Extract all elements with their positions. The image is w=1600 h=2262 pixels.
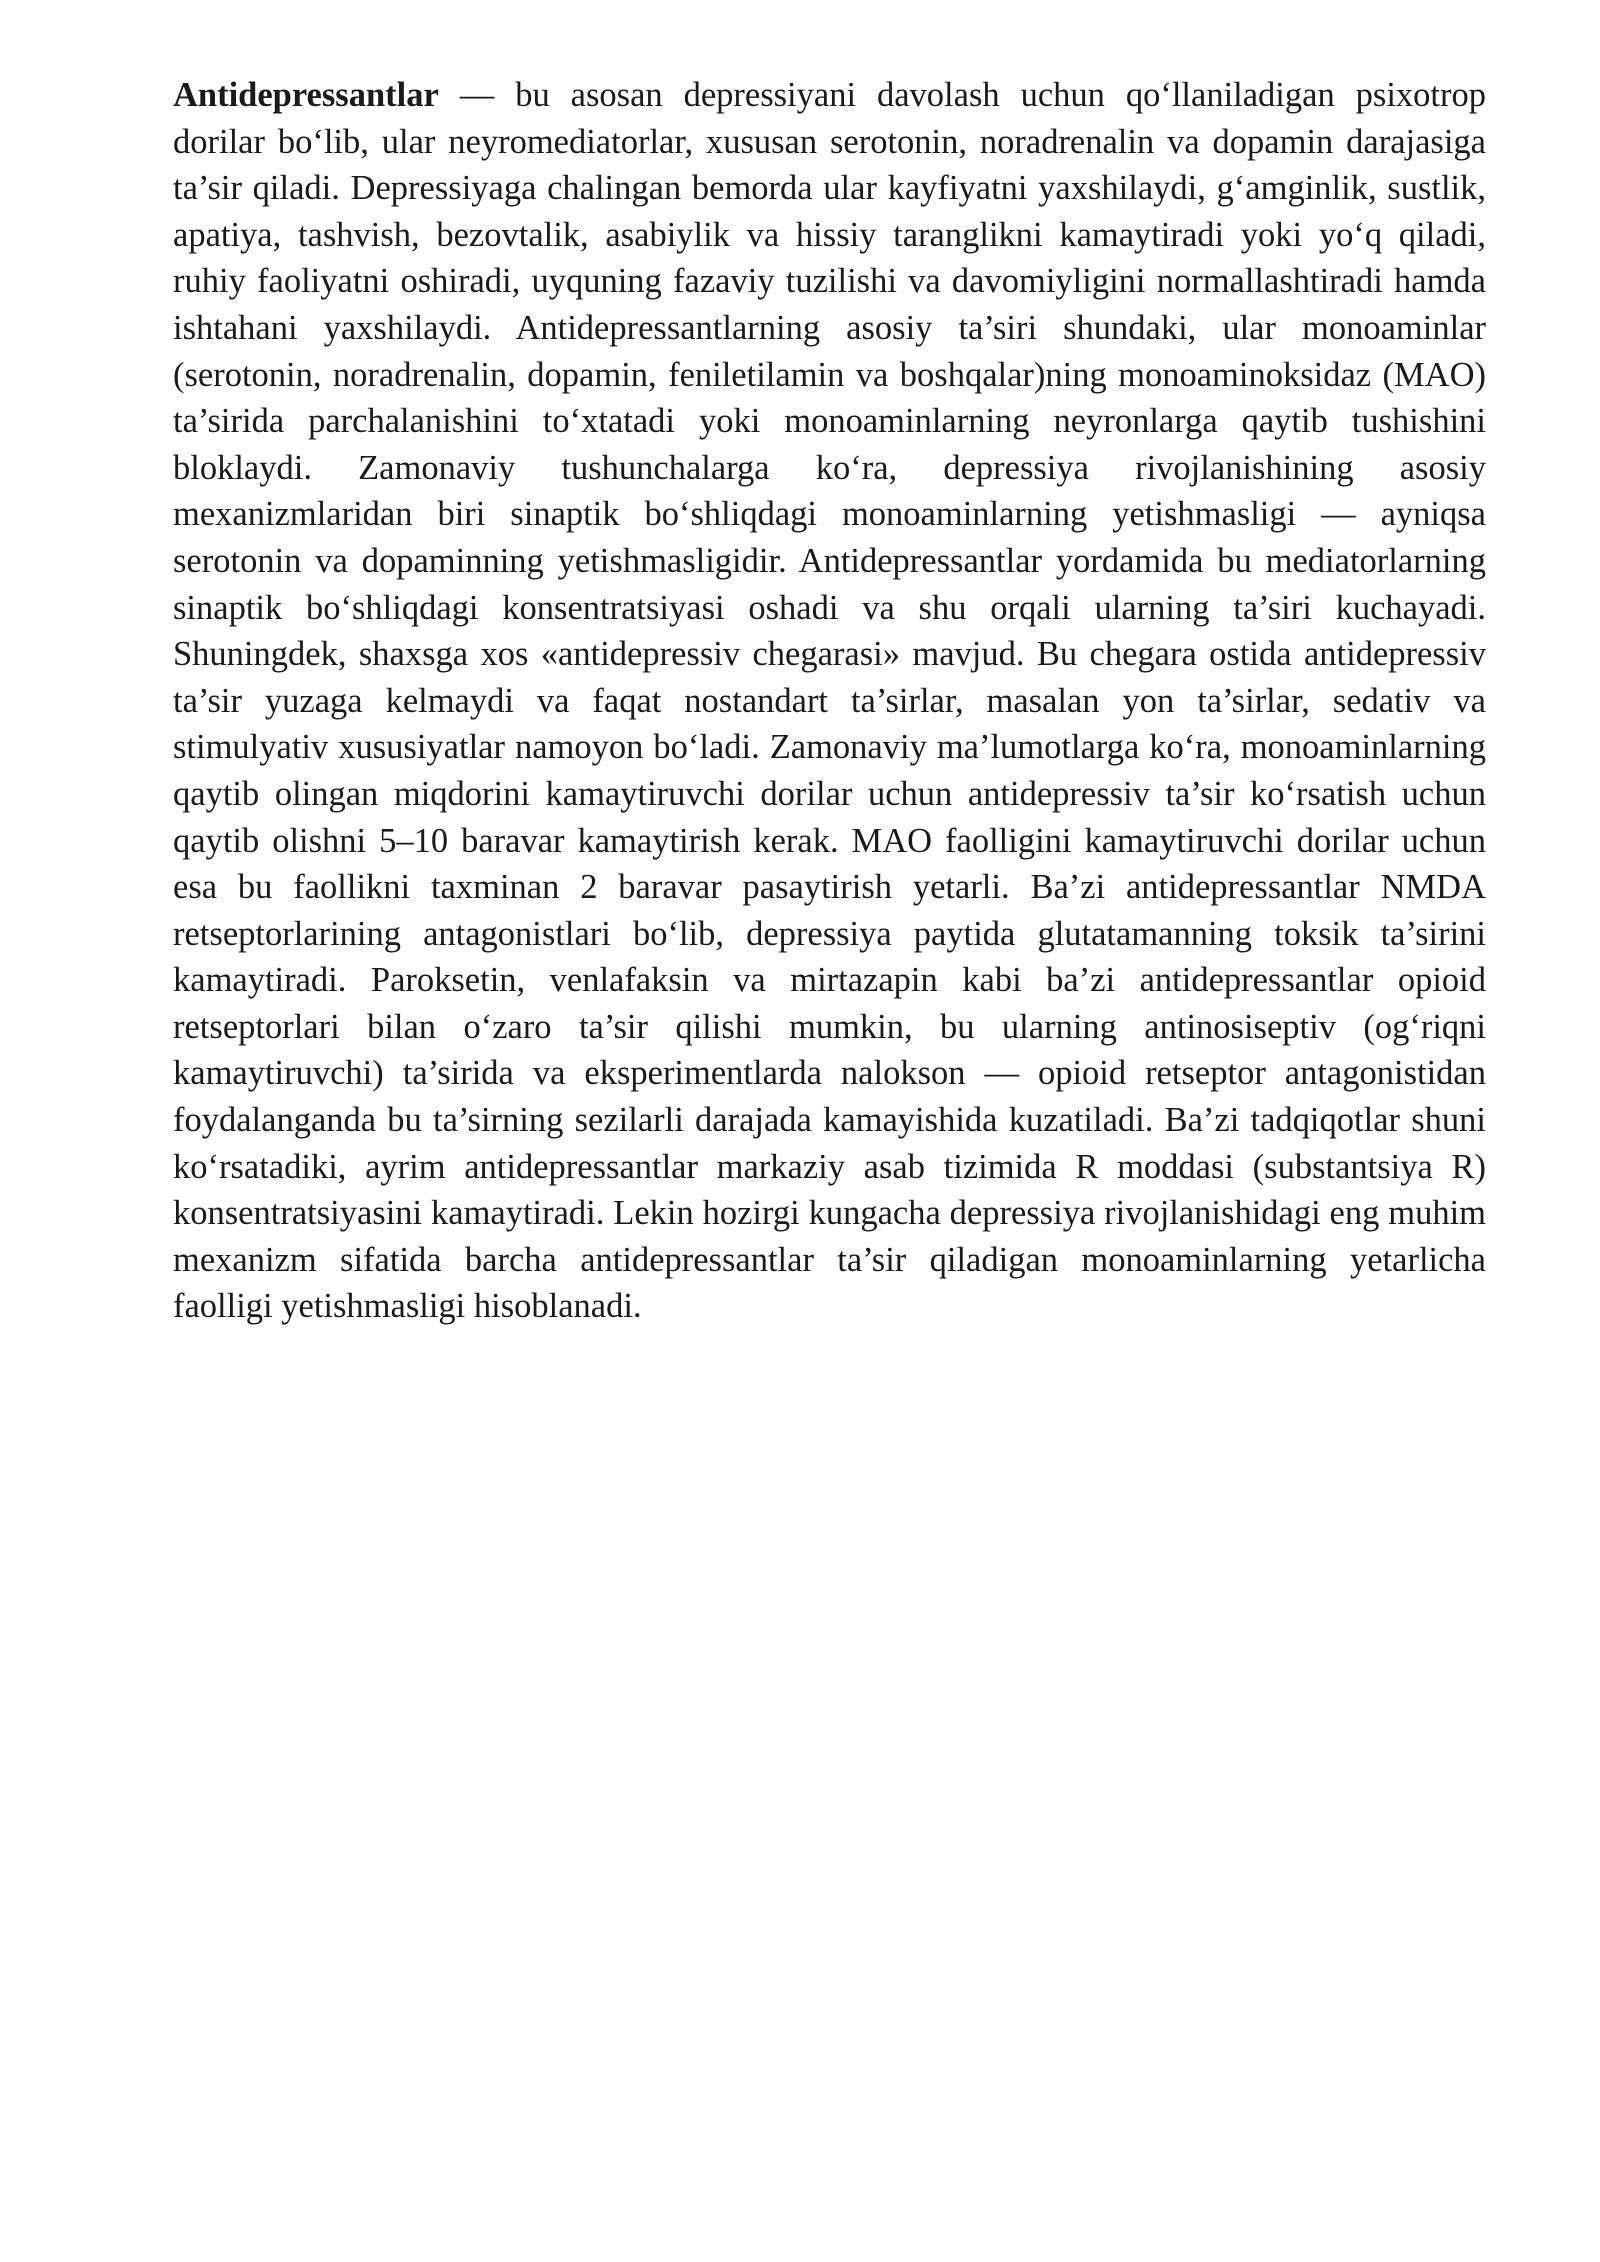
document-body bbox=[173, 72, 1486, 1330]
paragraph-text: — bu asosan depressiyani davolash uchun qo‘llaniladigan psixotrop dorilar bo‘lib, ular neyromediatorlar, xususan serotonin, noradrenalin va dopamin darajasiga ta’sir qiladi. Depressiyaga chalingan bemorda ular kayfiyatni yaxshilaydi, g‘amginlik, sustlik, apatiya, tashvish, bezovtalik, asabiylik va hissiy taranglikni kamaytiradi yoki yo‘q qiladi, ruhiy faoliyatni oshiradi, uyquning fazaviy tuzilishi va davomiyligini normallashtiradi hamda ishtahani yaxshilaydi. Antidepressantlarning asosiy ta’siri shundaki, ular monoaminlar (serotonin, noradrenalin, dopamin, feniletilamin va boshqalar)ning monoaminoksidaz (MAO) ta’sirida parchalanishini to‘xtatadi yoki monoaminlarning neyronlarga qaytib tushishini bloklaydi. Zamonaviy tushunchalarga ko‘ra, depressiya rivojlanishining asosiy mexanizmlaridan biri sinaptik bo‘shliqdagi monoaminlarning yetishmasligi — ayniqsa serotonin va dopaminning yetishmasligidir. Antidepressantlar yordamida bu mediatorlarning sinaptik bo‘shliqdagi konsentratsiyasi oshadi va shu orqali ularning ta’siri kuchayadi. Shuningdek, shaxsga xos «antidepressiv chegarasi» mavjud. Bu chegara ostida antidepressiv ta’sir yuzaga kelmaydi va faqat nostandart ta’sirlar, masalan yon ta’sirlar, sedativ va stimulyativ xususiyatlar namoyon bo‘ladi. Zamonaviy ma’lumotlarga ko‘ra, monoaminlarning qaytib olingan miqdorini kamaytiruvchi dorilar uchun antidepressiv ta’sir ko‘rsatish uchun qaytib olishni 5–10 baravar kamaytirish kerak. MAO faolligini kamaytiruvchi dorilar uchun esa bu faollikni taxminan 2 baravar pasaytirish yetarli. Ba’zi antidepressantlar NMDA retseptorlarining antagonistlari bo‘lib, depressiya paytida glutatamanning toksik ta’sirini kamaytiradi. Paroksetin, venlafaksin va mirtazapin kabi ba’zi antidepressantlar opioid retseptorlari bilan o‘zaro ta’sir qilishi mumkin, bu ularning antinosiseptiv (og‘riqni kamaytiruvchi) ta’sirida va eksperimentlarda nalokson — opioid retseptor antagonistidan foydalanganda bu ta’sirning sezilarli darajada kamayishida kuzatiladi. Ba’zi tadqiqotlar shuni ko‘rsatadiki, ayrim antidepressantlar markaziy asab tizimida R moddasi (substantsiya R) konsentratsiyasini kamaytiradi. Lekin hozirgi kungacha depressiya rivojlanishidagi eng muhim mexanizm sifatida barcha antidepressantlar ta’sir qiladigan monoaminlarning yetarlicha faolligi yetishmasligi hisoblanadi. bbox=[173, 76, 1486, 1326]
paragraph bbox=[173, 72, 1486, 1330]
term-heading: Antidepressantlar bbox=[173, 76, 439, 114]
